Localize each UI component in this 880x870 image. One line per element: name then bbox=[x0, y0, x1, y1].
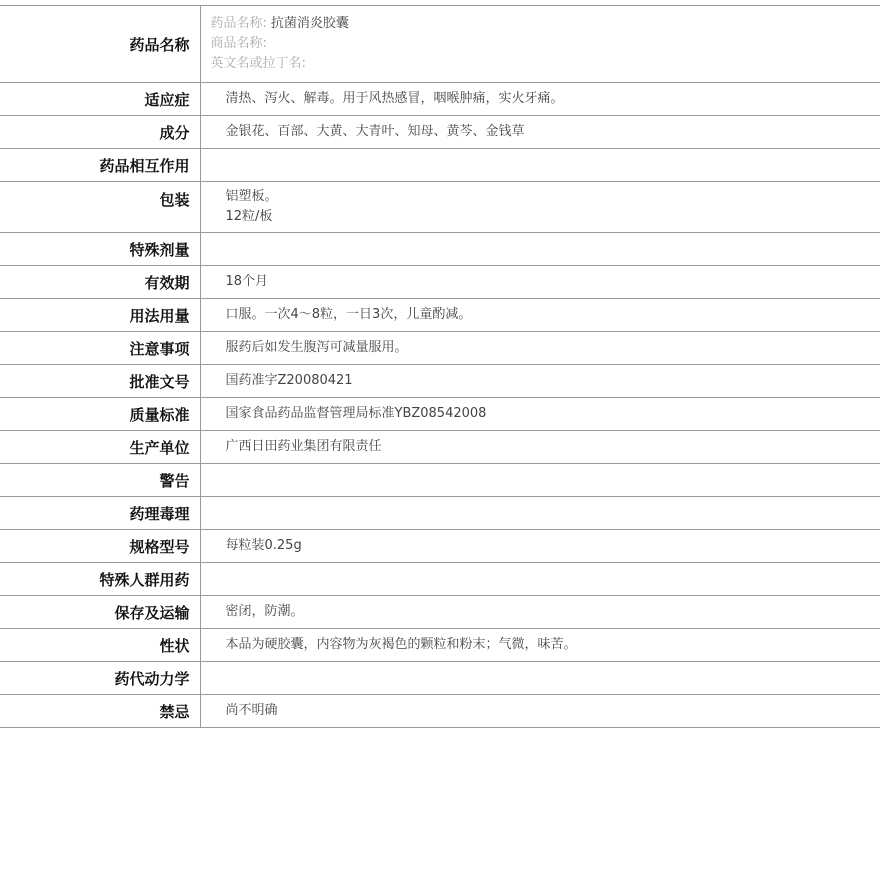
spec-value bbox=[200, 464, 880, 497]
spec-row-manufacturer bbox=[0, 431, 880, 464]
spec-row-interactions bbox=[0, 149, 880, 182]
spec-value: 广西日田药业集团有限责任 bbox=[200, 431, 880, 464]
spec-row-packaging bbox=[0, 182, 880, 233]
spec-label: 药代动力学 bbox=[0, 662, 200, 695]
spec-label: 生产单位 bbox=[0, 431, 200, 464]
spec-label: 特殊人群用药 bbox=[0, 563, 200, 596]
spec-value-name-block bbox=[200, 6, 880, 83]
spec-value bbox=[200, 497, 880, 530]
spec-value bbox=[200, 563, 880, 596]
spec-label: 包装 bbox=[0, 182, 200, 233]
spec-value: 服药后如发生腹泻可减量服用。 bbox=[200, 332, 880, 365]
spec-label: 用法用量 bbox=[0, 299, 200, 332]
spec-value: 国药准字Z20080421 bbox=[200, 365, 880, 398]
spec-value: 金银花、百部、大黄、大青叶、知母、黄芩、金钱草 bbox=[200, 116, 880, 149]
drug-spec-table bbox=[0, 5, 880, 728]
spec-value: 清热、泻火、解毒。用于风热感冒，咽喉肿痛，实火牙痛。 bbox=[200, 83, 880, 116]
spec-label: 规格型号 bbox=[0, 530, 200, 563]
spec-label: 注意事项 bbox=[0, 332, 200, 365]
spec-label: 药品名称 bbox=[0, 6, 200, 83]
spec-label: 药理毒理 bbox=[0, 497, 200, 530]
spec-row-specification bbox=[0, 530, 880, 563]
spec-value: 18个月 bbox=[200, 266, 880, 299]
spec-row-storage bbox=[0, 596, 880, 629]
spec-row-warning bbox=[0, 464, 880, 497]
spec-row-pharmacokinetics bbox=[0, 662, 880, 695]
spec-label: 批准文号 bbox=[0, 365, 200, 398]
packaging-line-2: 12粒/板 bbox=[225, 209, 273, 224]
spec-row-special-populations bbox=[0, 563, 880, 596]
latin-name-line bbox=[211, 54, 880, 74]
spec-label: 保存及运输 bbox=[0, 596, 200, 629]
spec-value: 本品为硬胶囊，内容物为灰褐色的颗粒和粉末；气微，味苦。 bbox=[200, 629, 880, 662]
spec-label: 警告 bbox=[0, 464, 200, 497]
spec-row-pharmacology bbox=[0, 497, 880, 530]
spec-row-drug-name bbox=[0, 6, 880, 83]
spec-value bbox=[200, 182, 880, 233]
latin-name-key: 英文名或拉丁名: bbox=[210, 56, 306, 71]
spec-row-contraindications bbox=[0, 695, 880, 728]
spec-label: 禁忌 bbox=[0, 695, 200, 728]
spec-value bbox=[200, 233, 880, 266]
spec-value: 国家食品药品监督管理局标准YBZ08542008 bbox=[200, 398, 880, 431]
drug-name-key: 药品名称: bbox=[210, 16, 267, 31]
spec-row-precautions bbox=[0, 332, 880, 365]
spec-row-dosage bbox=[0, 299, 880, 332]
drug-name-line bbox=[211, 14, 880, 34]
spec-label: 性状 bbox=[0, 629, 200, 662]
spec-row-special-dose bbox=[0, 233, 880, 266]
spec-label: 适应症 bbox=[0, 83, 200, 116]
spec-label: 药品相互作用 bbox=[0, 149, 200, 182]
drug-name-value: 抗菌消炎胶囊 bbox=[270, 16, 349, 31]
trade-name-line bbox=[211, 34, 880, 54]
spec-value: 密闭，防潮。 bbox=[200, 596, 880, 629]
packaging-line-1: 铝塑板。 bbox=[225, 189, 278, 204]
spec-row-ingredients bbox=[0, 116, 880, 149]
spec-label: 有效期 bbox=[0, 266, 200, 299]
spec-row-indications bbox=[0, 83, 880, 116]
spec-row-shelf-life bbox=[0, 266, 880, 299]
spec-value: 口服。一次4～8粒，一日3次，儿童酌减。 bbox=[200, 299, 880, 332]
spec-row-description bbox=[0, 629, 880, 662]
spec-row-approval-number bbox=[0, 365, 880, 398]
spec-label: 成分 bbox=[0, 116, 200, 149]
spec-value bbox=[200, 149, 880, 182]
spec-row-quality-standard bbox=[0, 398, 880, 431]
spec-value bbox=[200, 662, 880, 695]
spec-label: 质量标准 bbox=[0, 398, 200, 431]
spec-value: 每粒装0.25g bbox=[200, 530, 880, 563]
spec-value: 尚不明确 bbox=[200, 695, 880, 728]
trade-name-key: 商品名称: bbox=[210, 36, 267, 51]
spec-label: 特殊剂量 bbox=[0, 233, 200, 266]
